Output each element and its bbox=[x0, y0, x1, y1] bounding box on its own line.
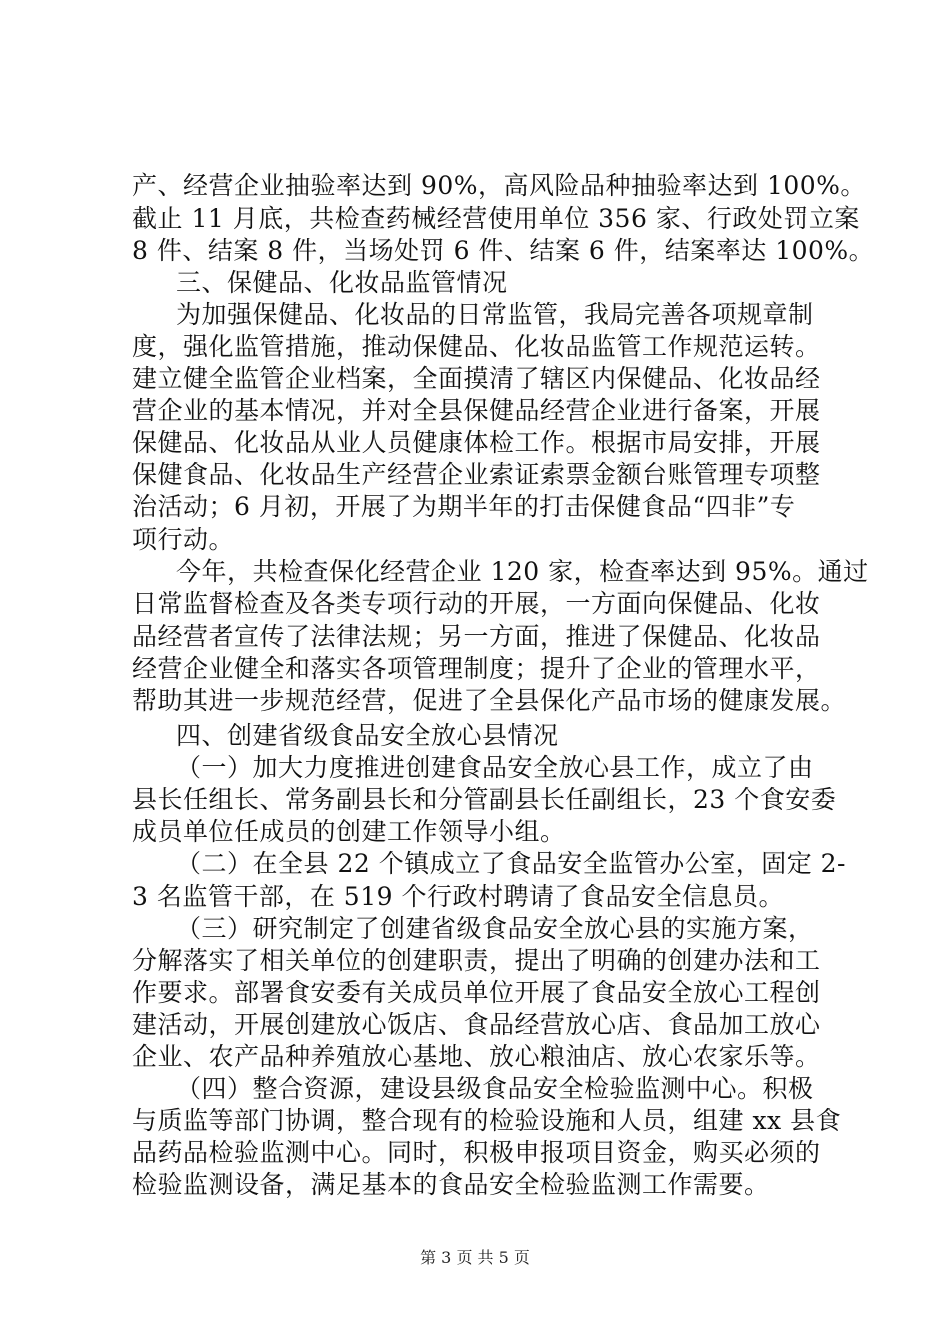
text-line: 治活动；6 月初，开展了为期半年的打击保健食品“四非”专 bbox=[132, 492, 796, 521]
text-line: 检验监测设备，满足基本的食品安全检验监测工作需要。 bbox=[132, 1170, 770, 1200]
text-line: 与质监等部门协调，整合现有的检验设施和人员，组建 xx 县食 bbox=[132, 1106, 842, 1136]
text-line: （二）在全县 22 个镇成立了食品安全监管办公室，固定 2- bbox=[176, 849, 847, 879]
text-line: 帮助其进一步规范经营，促进了全县保化产品市场的健康发展。 bbox=[132, 686, 847, 715]
text-line: 3 名监管干部，在 519 个行政村聘请了食品安全信息员。 bbox=[132, 881, 784, 911]
text-line: 品药品检验监测中心。同时，积极申报项目资金，购买必须的 bbox=[132, 1138, 821, 1168]
text-line: 经营企业健全和落实各项管理制度；提升了企业的管理水平， bbox=[132, 654, 821, 683]
page-footer: 第 3 页 共 5 页 bbox=[420, 1248, 530, 1267]
text-line: 日常监督检查及各类专项行动的开展，一方面向保健品、化妆 bbox=[132, 589, 821, 618]
text-line: 保健品、化妆品从业人员健康体检工作。根据市局安排，开展 bbox=[132, 428, 821, 457]
text-line: （三）研究制定了创建省级食品安全放心县的实施方案， bbox=[176, 913, 814, 943]
text-line: 保健食品、化妆品生产经营企业索证索票金额台账管理专项整 bbox=[132, 460, 821, 489]
text-line: 三、保健品、化妆品监管情况 bbox=[176, 268, 508, 297]
text-line: 为加强保健品、化妆品的日常监管，我局完善各项规章制 bbox=[176, 300, 814, 329]
text-line: 建活动，开展创建放心饭店、食品经营放心店、食品加工放心 bbox=[132, 1009, 821, 1039]
text-line: 截止 11 月底，共检查药械经营使用单位 356 家、行政处罚立案 bbox=[132, 204, 860, 233]
text-line: 8 件、结案 8 件，当场处罚 6 件、结案 6 件，结案率达 100%。 bbox=[132, 236, 875, 265]
text-line: 县长任组长、常务副县长和分管副县长任副组长，23 个食安委 bbox=[132, 785, 837, 815]
text-line: 产、经营企业抽验率达到 90%，高风险品种抽验率达到 100%。 bbox=[132, 171, 866, 200]
text-line: 今年，共检查保化经营企业 120 家，检查率达到 95%。通过 bbox=[176, 557, 869, 586]
text-line: 营企业的基本情况，并对全县保健品经营企业进行备案，开展 bbox=[132, 396, 821, 425]
text-line: 品经营者宣传了法律法规；另一方面，推进了保健品、化妆品 bbox=[132, 622, 821, 651]
text-line: 作要求。部署食安委有关成员单位开展了食品安全放心工程创 bbox=[132, 977, 821, 1007]
text-line: 企业、农产品种养殖放心基地、放心粮油店、放心农家乐等。 bbox=[132, 1042, 821, 1071]
text-line: （一）加大力度推进创建食品安全放心县工作，成立了由 bbox=[176, 753, 814, 783]
text-line: 四、创建省级食品安全放心县情况 bbox=[176, 721, 559, 750]
text-line: （四）整合资源，建设县级食品安全检验监测中心。积极 bbox=[176, 1074, 814, 1104]
text-line: 建立健全监管企业档案，全面摸清了辖区内保健品、化妆品经 bbox=[132, 364, 821, 393]
text-line: 度，强化监管措施，推动保健品、化妆品监管工作规范运转。 bbox=[132, 332, 821, 361]
text-line: 项行动。 bbox=[132, 525, 235, 554]
text-line: 分解落实了相关单位的创建职责，提出了明确的创建办法和工 bbox=[132, 945, 821, 975]
text-line: 成员单位任成员的创建工作领导小组。 bbox=[132, 817, 566, 847]
